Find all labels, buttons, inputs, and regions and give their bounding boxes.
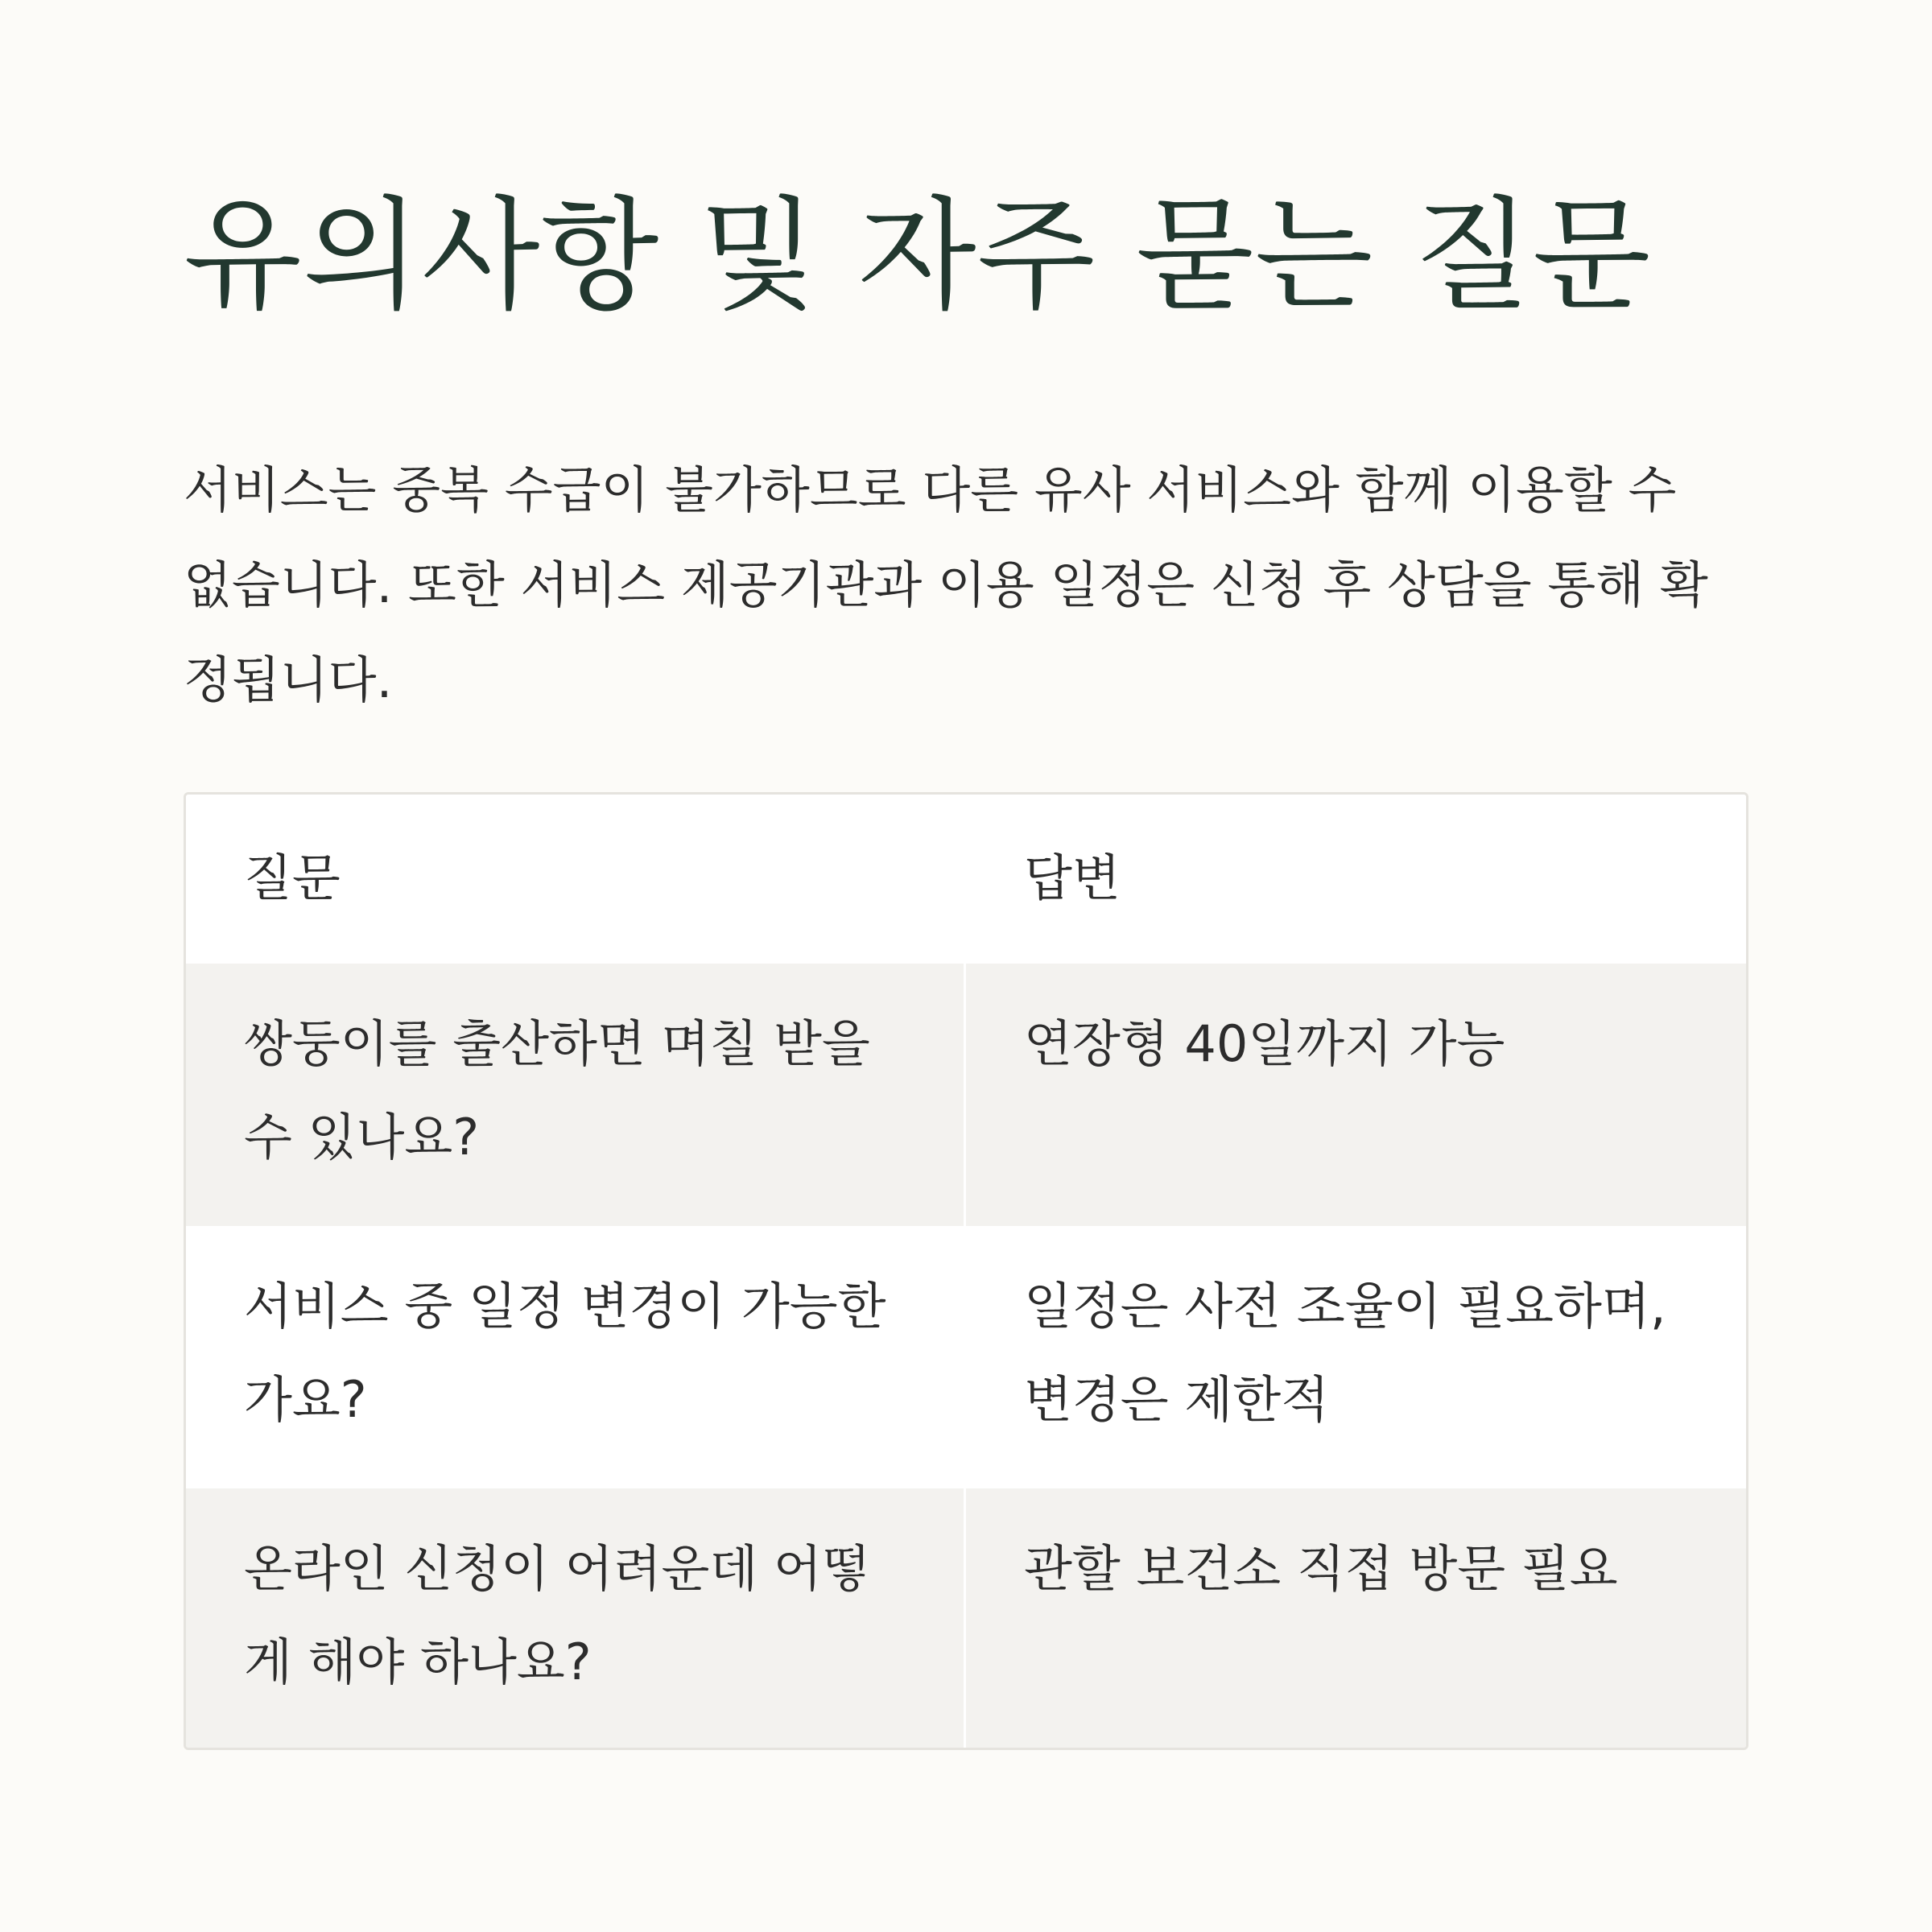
table-row xyxy=(186,1488,1746,1750)
table-row xyxy=(186,964,1746,1226)
question-cell: 서비스 중 일정 변경이 가능한가요? xyxy=(186,1226,966,1488)
intro-paragraph: 서비스는 중복 수급이 불가하므로 다른 유사 서비스와 함께 이용할 수 없습니다. 또한 서비스 제공기관과 이용 일정은 신청 후 상담을 통해 확정됩니다. xyxy=(184,460,1708,709)
question-cell: 쌍둥이를 출산하면 며칠 받을 수 있나요? xyxy=(186,964,966,1226)
question-cell: 온라인 신청이 어려운데 어떻게 해야 하나요? xyxy=(186,1488,966,1750)
faq-table xyxy=(184,792,1748,1750)
table-row xyxy=(186,1226,1746,1488)
column-header-answer: 답변 xyxy=(1024,848,1121,907)
column-header-question: 질문 xyxy=(186,795,966,964)
answer-cell: 연장형 40일까지 가능 xyxy=(1024,1014,1505,1073)
page-title: 유의사항 및 자주 묻는 질문 xyxy=(184,184,1652,327)
answer-cell: 관할 보건소 직접 방문 필요 xyxy=(1024,1539,1618,1598)
table-header-row xyxy=(186,795,1746,964)
answer-cell: 일정은 사전 조율이 필요하며, 변경은 제한적 xyxy=(1024,1277,1666,1429)
